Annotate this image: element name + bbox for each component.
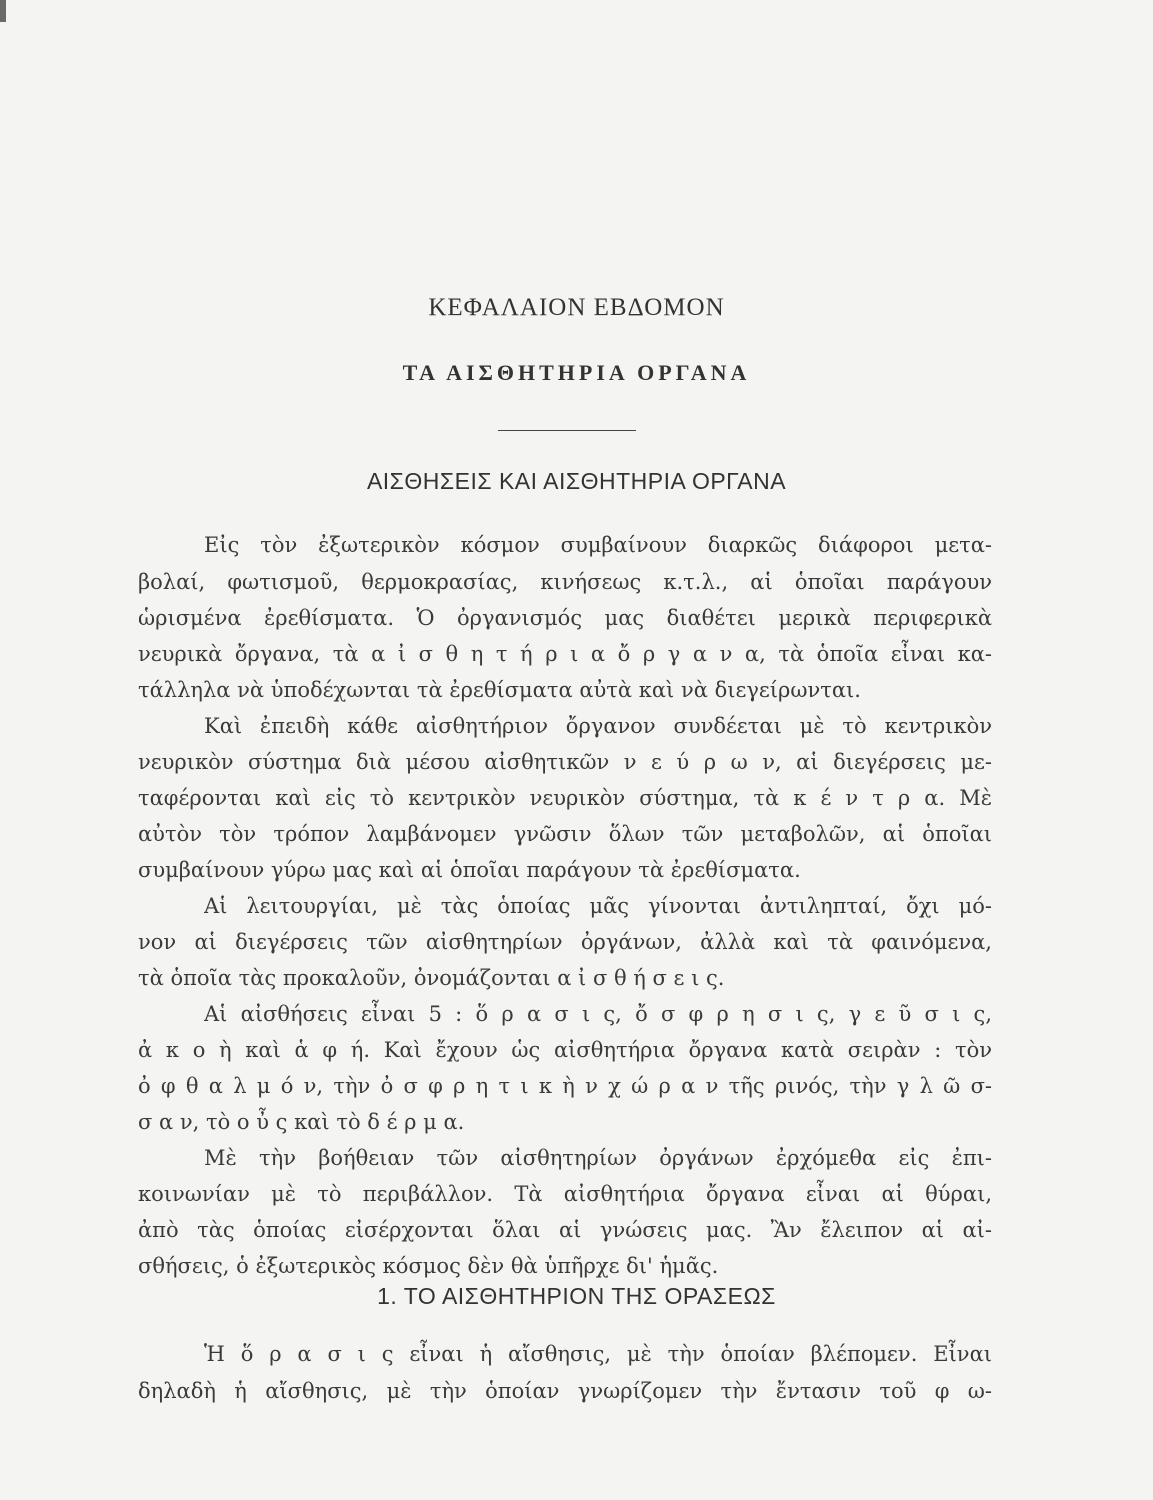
text-line: Εἰς τὸν ἐξωτερικὸν κόσμον συμβαίνουν διαρκῶς διάφοροι μετα-: [204, 533, 992, 557]
chapter-label: ΚΕΦΑΛΑΙΟΝ ΕΒΔΟΜΟΝ: [428, 294, 725, 321]
text-line: σ α ν, τὸ ο ὖ ς καὶ τὸ δ έ ρ μ α.: [138, 1110, 465, 1134]
chapter-title: ΤΑ ΑΙΣΘΗΤΗΡΙΑ ΟΡΓΑΝΑ: [402, 360, 751, 385]
text-line: συμβαίνουν γύρω μας καὶ αἱ ὁποῖαι παράγουν τὰ ἐρεθίσματα.: [138, 858, 801, 882]
text-line: ἀπὸ τὰς ὁποίας εἰσέρχονται ὅλαι αἱ γνώσεις μας. Ἂν ἔλειπον αἱ αἰ-: [138, 1218, 992, 1242]
text-line: ἀ κ ο ὴ καὶ ἁ φ ή. Καὶ ἔχουν ὡς αἰσθητήρια ὄργανα κατὰ σειρὰν : τὸν: [138, 1038, 992, 1062]
text-line: ὡρισμένα ἐρεθίσματα. Ὁ ὀργανισμός μας διαθέτει μερικὰ περιφερικὰ: [138, 606, 992, 630]
text-line: δηλαδὴ ἡ αἴσθησις, μὲ τὴν ὁποίαν γνωρίζομεν τὴν ἔντασιν τοῦ φ ω-: [138, 1379, 992, 1403]
text-line: αὐτὸν τὸν τρόπον λαμβάνομεν γνῶσιν ὅλων τῶν μεταβολῶν, αἱ ὁποῖαι: [138, 822, 992, 846]
text-line: Αἱ λειτουργίαι, μὲ τὰς ὁποίας μᾶς γίνονται ἀντιληπταί, ὄχι μό-: [204, 894, 992, 918]
text-line: τάλληλα νὰ ὑποδέχωνται τὰ ἐρεθίσματα αὐτὰ καὶ νὰ διεγείρωνται.: [138, 678, 861, 702]
text-line: νευρικὰ ὄργανα, τὰ α ἰ σ θ η τ ή ρ ι α ὄ ρ γ α ν α, τὰ ὁποῖα εἶναι κα-: [138, 642, 992, 666]
section-heading-vision: 1. ΤΟ ΑΙΣΘΗΤΗΡΙΟΝ ΤΗΣ ΟΡΑΣΕΩΣ: [377, 1283, 776, 1309]
text-line: ὀ φ θ α λ μ ό ν, τὴν ὀ σ φ ρ η τ ι κ ὴ ν χ ώ ρ α ν τῆς ρινός, τὴν γ λ ῶ σ-: [138, 1074, 992, 1098]
text-line: Αἱ αἰσθήσεις εἶναι 5 : ὅ ρ α σ ι ς, ὄ σ φ ρ η σ ι ς, γ ε ῦ σ ι ς,: [204, 1002, 992, 1026]
text-line: Μὲ τὴν βοήθειαν τῶν αἰσθητηρίων ὀργάνων ἐρχόμεθα εἰς ἐπι-: [204, 1146, 992, 1170]
scan-edge-mark: [0, 0, 6, 22]
text-line: νευρικὸν σύστημα διὰ μέσου αἰσθητικῶν ν ε ύ ρ ω ν, αἱ διεγέρσεις με-: [138, 750, 992, 774]
text-line: Ἡ ὅ ρ α σ ι ς εἶναι ἡ αἴσθησις, μὲ τὴν ὁποίαν βλέπομεν. Εἶναι: [204, 1342, 992, 1366]
text-line: τὰ ὁποῖα τὰς προκαλοῦν, ὀνομάζονται α ἰ σ θ ή σ ε ι ς.: [138, 966, 725, 990]
text-line: Καὶ ἐπειδὴ κάθε αἰσθητήριον ὄργανον συνδέεται μὲ τὸ κεντρικὸν: [204, 714, 992, 738]
text-line: σθήσεις, ὁ ἐξωτερικὸς κόσμος δὲν θὰ ὑπῆρχε δι' ἡμᾶς.: [138, 1254, 719, 1278]
text-line: νον αἱ διεγέρσεις τῶν αἰσθητηρίων ὀργάνων, ἀλλὰ καὶ τὰ φαινόμενα,: [138, 930, 992, 954]
title-divider: [498, 430, 636, 431]
text-line: κοινωνίαν μὲ τὸ περιβάλλον. Τὰ αἰσθητήρια ὄργανα εἶναι αἱ θύραι,: [138, 1182, 992, 1206]
text-line: ταφέρονται καὶ εἰς τὸ κεντρικὸν νευρικὸν σύστημα, τὰ κ έ ν τ ρ α. Μὲ: [138, 786, 992, 810]
section-heading-senses: ΑΙΣΘΗΣΕΙΣ ΚΑΙ ΑΙΣΘΗΤΗΡΙΑ ΟΡΓΑΝΑ: [366, 468, 787, 494]
text-line: βολαί, φωτισμοῦ, θερμοκρασίας, κινήσεως κ.τ.λ., αἱ ὁποῖαι παράγουν: [138, 570, 992, 594]
